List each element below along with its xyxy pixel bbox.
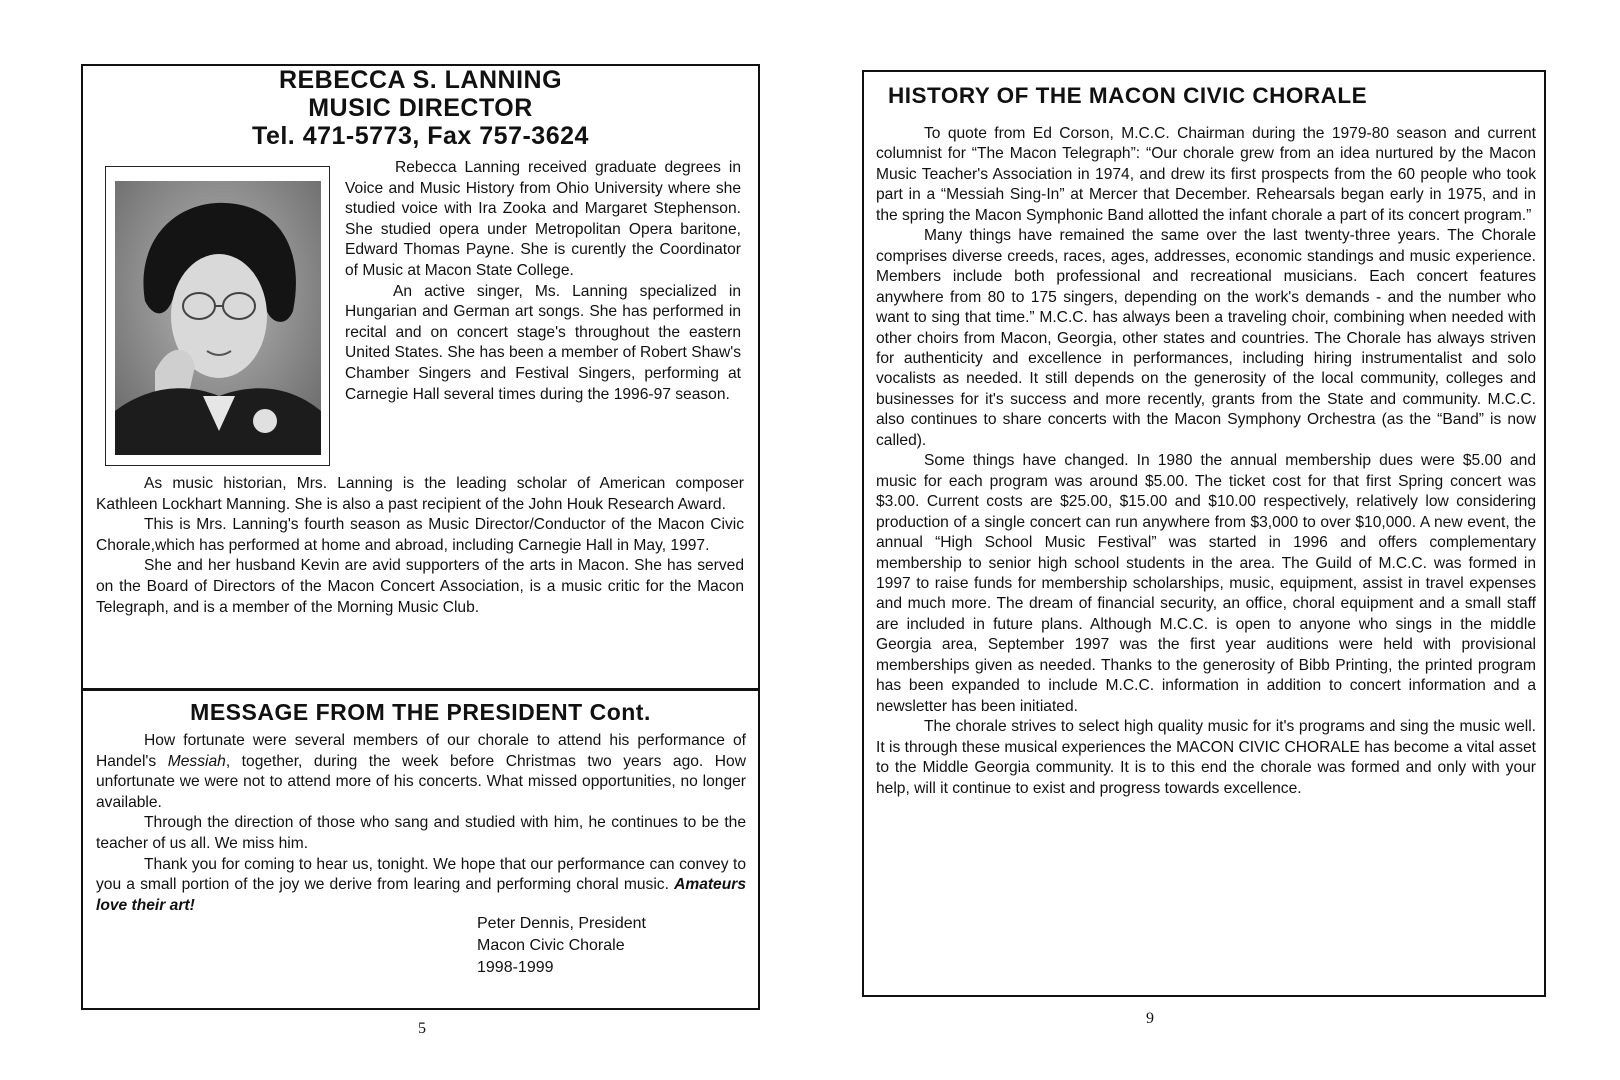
message-title: MESSAGE FROM THE PRESIDENT Cont. [190, 699, 651, 725]
director-photo [115, 181, 321, 455]
history-title: HISTORY OF THE MACON CIVIC CHORALE [888, 83, 1368, 108]
left-page [0, 0, 800, 1080]
president-message-box [81, 690, 760, 1010]
president-signature [477, 913, 646, 979]
bio-paragraph: This is Mrs. Lanning's fourth season as Music Director/Conductor of the Macon Civic Chorale,which has performed at home and abroad, including Carnegie Hall in May, 1997. [96, 516, 744, 554]
bio-header [83, 66, 758, 150]
director-photo-frame [105, 166, 330, 466]
right-page [800, 0, 1620, 1080]
message-paragraph [96, 855, 746, 917]
signature-org: Macon Civic Chorale [477, 937, 625, 954]
history-body [876, 124, 1536, 799]
history-paragraph: Many things have remained the same over the last twenty-three years. The Chorale comprises diverse creeds, races, ages, addresses, economic standings and music experience. Members include both professional and recreational musicians. Each concert features anywhere from 80 to 175 singers, depending on the work's demands - and the number who want to sing that time.” M.C.C. has always been a traveling choir, combining when needed with other choirs from Macon, Georgia, other states and countries. The Chorale has always striven for authenticity and excellence in performances, including hiring instrumentalist and solo vocalists as needed. It still depends on the generosity of the local community, colleges and businesses for it's success and more recently, grants from the State and community. M.C.C. also continues to share concerts with the Macon Symphony Orchestra (as the “Band” is now called). [876, 227, 1536, 449]
message-text: How fortunate were several members of our chorale to attend his performance of Handel's [96, 732, 746, 770]
message-italic-title: Messiah [167, 752, 226, 770]
message-emphasis: Amateurs love their art! [96, 876, 746, 914]
message-body [96, 731, 746, 916]
history-paragraph: The chorale strives to select high quality music for it's programs and sing the music well. It is through these musical experiences the MACON CIVIC CHORALE has become a vital asset to the Middle Georgia community. It is to this end the chorale was formed and only with your help, will it continue to exist and progress towards excellence. [876, 718, 1536, 797]
bio-text-beside-photo [345, 158, 741, 405]
history-paragraph: To quote from Ed Corson, M.C.C. Chairman during the 1979-80 season and current columnist for “The Macon Telegraph”: “Our chorale grew from an idea nurtured by the Macon Music Teacher's Association in 1974, and drew its first prospects from the 60 people who took part in a “Messiah Sing-In” at Mercer that December. Rehearsals began early in 1975, and in the spring the Macon Symphonic Band allotted the infant chorale a part of its concert program.” [876, 125, 1536, 224]
bio-paragraph: She and her husband Kevin are avid supporters of the arts in Macon. She has served on the Board of Directors of the Macon Concert Association, is a music critic for the Macon Telegraph, and is a member of the Morning Music Club. [96, 557, 744, 616]
signature-name: Peter Dennis, President [477, 915, 646, 932]
message-paragraph [96, 731, 746, 813]
message-text: , together, during the week before Christmas two years ago. How unfortunate we were not to attend more of his concerts. What missed opportunities, no longer available. [96, 752, 746, 811]
bio-paragraph: As music historian, Mrs. Lanning is the leading scholar of American composer Kathleen Lockhart Manning. She is also a past recipient of the John Houk Research Award. [96, 475, 744, 513]
history-box [862, 70, 1546, 997]
director-role: MUSIC DIRECTOR [308, 94, 533, 122]
bio-text-full-width [96, 474, 744, 618]
director-bio-box [81, 64, 760, 690]
page-number: 5 [418, 1020, 426, 1037]
director-contact: Tel. 471-5773, Fax 757-3624 [252, 122, 589, 150]
message-text: Thank you for coming to hear us, tonight. We hope that our performance can convey to you a small portion of the joy we derive from learing and performing choral music. [96, 855, 746, 894]
director-name: REBECCA S. LANNING [278, 66, 563, 94]
bio-paragraph: An active singer, Ms. Lanning specialized in Hungarian and German art songs. She has performed in recital and on concert stage's throughout the eastern United States. She has been a member of Robert Shaw's Chamber Singers and Festival Singers, performing at Carnegie Hall several times during the 1996-97 season. [345, 282, 741, 403]
message-paragraph: Through the direction of those who sang and studied with him, he continues to be the teacher of us all. We miss him. [96, 814, 746, 852]
history-paragraph: Some things have changed. In 1980 the annual membership dues were $5.00 and music for each program was around $5.00. The ticket cost for that first Spring concert was $3.00. Current costs are $25.00, $15.00 and $10.00 respectively, relatively low considering production of a single concert can run anywhere from $3,000 to over $10,000. A new event, the annual “High School Music Festival” was started in 1996 and offers complementary membership to senior high school students in the area. The Guild of M.C.C. was formed in 1997 to raise funds for membership scholarships, music, equipment, assist in travel expenses and much more. The dream of financial security, an office, choral equipment and a small staff are included in future plans. Although M.C.C. is open to anyone who sings in the middle Georgia area, September 1997 was the first year auditions were held with provisional memberships given as needed. Thanks to the generosity of Bibb Printing, the printed program has been expanded to include M.C.C. information in addition to concert information and a newsletter has been initiated. [876, 452, 1536, 715]
signature-years: 1998-1999 [477, 959, 554, 976]
bio-paragraph: Rebecca Lanning received graduate degrees in Voice and Music History from Ohio University where she studied voice with Ira Zooka and Margaret Stephenson. She studied opera under Metropolitan Opera baritone, Edward Thomas Payne. She is curently the Coordinator of Music at Macon State College. [345, 159, 741, 279]
page-number: 9 [1146, 1010, 1154, 1027]
